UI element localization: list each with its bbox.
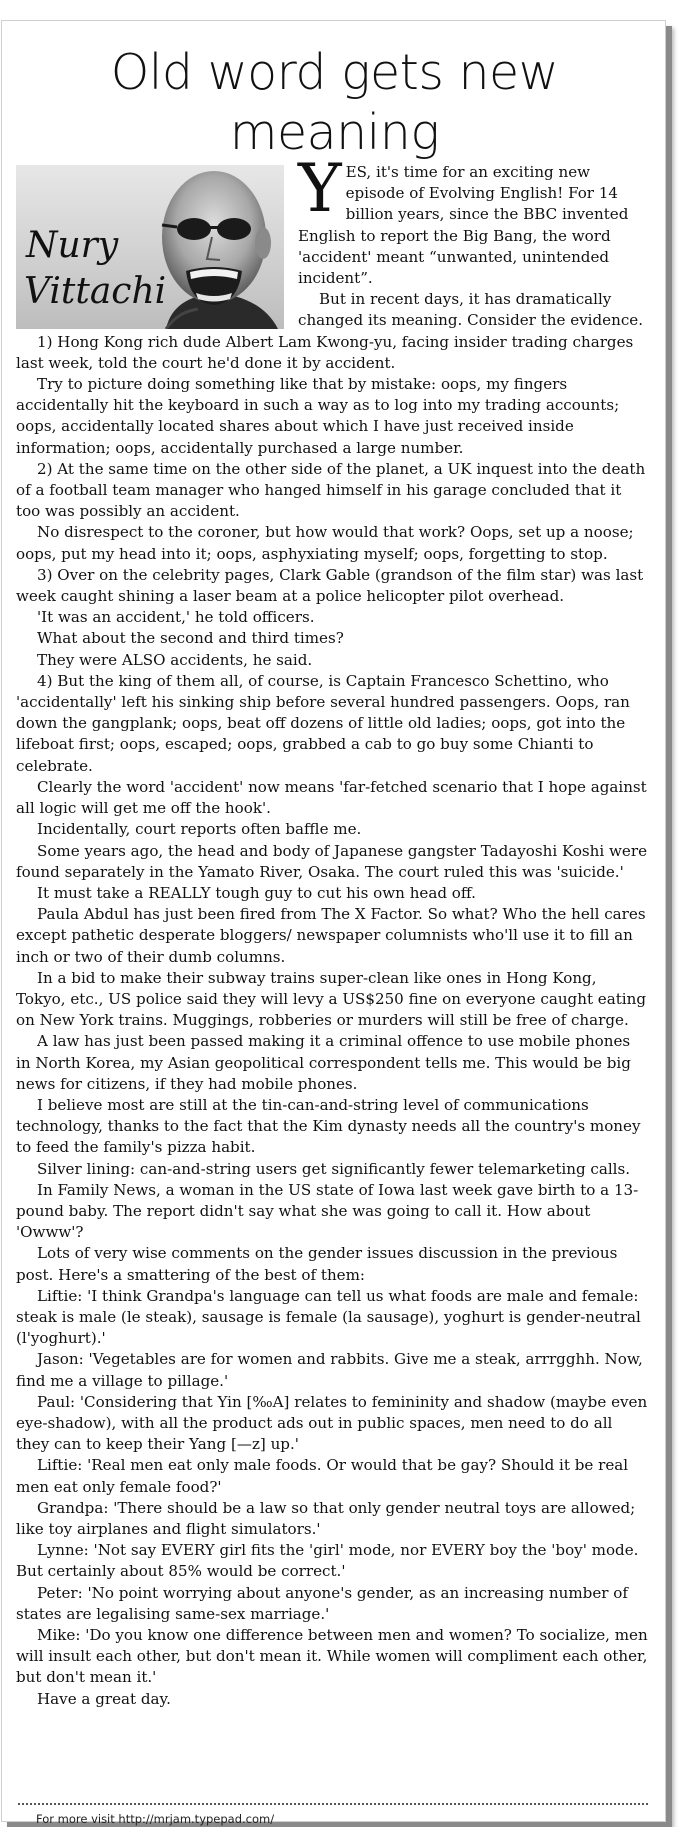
author-photo [16,165,284,329]
paragraph: Liftie: 'Real men eat only male foods. Or would that be gay? Should it be real men eat only female food?' [16,1456,629,1496]
footer-divider [18,1803,648,1805]
article-body [16,140,648,1710]
paragraph: Some years ago, the head and body of Japanese gangster Tadayoshi Koshi were found separately in the Yamato River, Osaka. The court ruled this was 'suicide.' [16,841,647,881]
paragraph: 'It was an accident,' he told officers. [37,608,315,627]
paragraph: 4) But the king of them all, of course, is Captain Francesco Schettino, who 'accidentally' left his sinking ship before several hundred passengers. Oops, ran down the gangplank; oops, beat off dozens of little old ladies; oops, got into the lifeboat first; oops, escaped; oops, grabbed a cab to go buy some Chianti to celebrate. [16,671,630,775]
paragraph: Peter: 'No point worrying about anyone's gender, as an increasing number of states are legalising same-sex marriage.' [16,1583,628,1623]
author-portrait-icon [16,165,284,329]
paragraph: Try to picture doing something like that by mistake: oops, my fingers accidentally hit the keyboard in such a way as to log into my trading accounts; oops, accidentally located shares about which I have just received inside information; oops, accidentally purchased a large number. [16,375,620,457]
paragraph: It must take a REALLY tough guy to cut his own head off. [37,883,476,902]
paragraph: Lots of very wise comments on the gender issues discussion in the previous post. Here's a smattering of the best of them: [16,1244,618,1284]
paragraph: But in recent days, it has dramatically changed its meaning. Consider the evidence. [298,290,643,330]
paragraph: Jason: 'Vegetables are for women and rabbits. Give me a steak, arrrgghh. Now, find me a village to pillage.' [16,1350,643,1390]
paragraph: Incidentally, court reports often baffle me. [37,820,362,839]
paragraph: Lynne: 'Not say EVERY girl fits the 'girl' mode, nor EVERY boy the 'boy' mode. But certainly about 85% would be correct.' [16,1541,639,1581]
paragraph: Clearly the word 'accident' now means 'far-fetched scenario that I hope against all logic will get me off the hook'. [16,777,647,818]
paragraph: Silver lining: can-and-string users get significantly fewer telemarketing calls. [37,1159,631,1178]
paragraph: Paul: 'Considering that Yin [‰A] relates to femininity and shadow (maybe even eye-shadow), with all the product ads out in public spaces, men need to do all they can to keep their Yang [—z] up.' [16,1392,648,1454]
paragraph: Have a great day. [37,1689,171,1708]
paragraph: They were ALSO accidents, he said. [37,650,313,669]
paragraph: What about the second and third times? [37,629,344,648]
logo-name-line1: Nury [26,225,119,266]
paragraph: Paula Abdul has just been fired from The X Factor. So what? Who the hell cares except pathetic desperate bloggers/ newspaper columnists who'll use it to fill an inch or two of their dumb columns. [16,905,646,966]
paragraph: I believe most are still at the tin-can-and-string level of communications technology, thanks to the fact that the Kim dynasty needs all the country's money to feed the family's pizza habit. [16,1095,641,1157]
paragraph: 3) Over on the celebrity pages, Clark Gable (grandson of the film star) was last week caught shining a laser beam at a police helicopter pilot overhead. [16,565,644,606]
paragraph: Mike: 'Do you know one difference between men and women? To socialize, men will insult each other, but don't mean it. While women will compliment each other, but don't mean it.' [16,1626,648,1687]
paragraph: In a bid to make their subway trains super-clean like ones in Hong Kong, Tokyo, etc., US police said they will levy a US$250 fine on everyone caught eating on New York trains. Muggings, robberies or murders will still be free of charge. [16,968,647,1030]
article-title: Old word gets new meaning [110,44,559,161]
paragraph: No disrespect to the coroner, but how would that work? Oops, set up a noose; oops, put my head into it; oops, asphyxiating myself; oops, forgetting to stop. [16,523,634,563]
paragraph-1: ES, it's time for an exciting new episode of Evolving English! For 14 billion years, since the BBC invented English to report the Big Bang, the word 'accident' meant “unwanted, unintended incident”. [298,163,629,288]
paragraph: A law has just been passed making it a criminal offence to use mobile phones in North Korea, my Asian geopolitical correspondent tells me. This would be big news for citizens, if they had mobile phones. [16,1032,631,1093]
drop-cap: Y [298,150,342,227]
paragraph: In Family News, a woman in the US state of Iowa last week gave birth to a 13-pound baby. The report didn't say what she was going to call it. How about 'Owww'? [16,1180,639,1242]
logo-name-line2: Vittachi [24,271,167,312]
article-card [1,20,666,1826]
paragraph: Liftie: 'I think Grandpa's language can tell us what foods are male and female: steak is male (le steak), sausage is female (la sausage), yoghurt is gender-neutral (l'yoghurt).' [16,1286,641,1348]
paragraph: Grandpa: 'There should be a law so that only gender neutral toys are allowed; like toy airplanes and flight simulators.' [16,1498,636,1538]
paragraph: 2) At the same time on the other side of the planet, a UK inquest into the death of a football team manager who hanged himself in his garage concluded that it too was possibly an accident. [16,459,646,521]
paragraph: 1) Hong Kong rich dude Albert Lam Kwong-yu, facing insider trading charges last week, told the court he'd done it by accident. [16,332,634,372]
footer-link-text[interactable]: For more visit http://mrjam.typepad.com/ [36,1812,275,1826]
